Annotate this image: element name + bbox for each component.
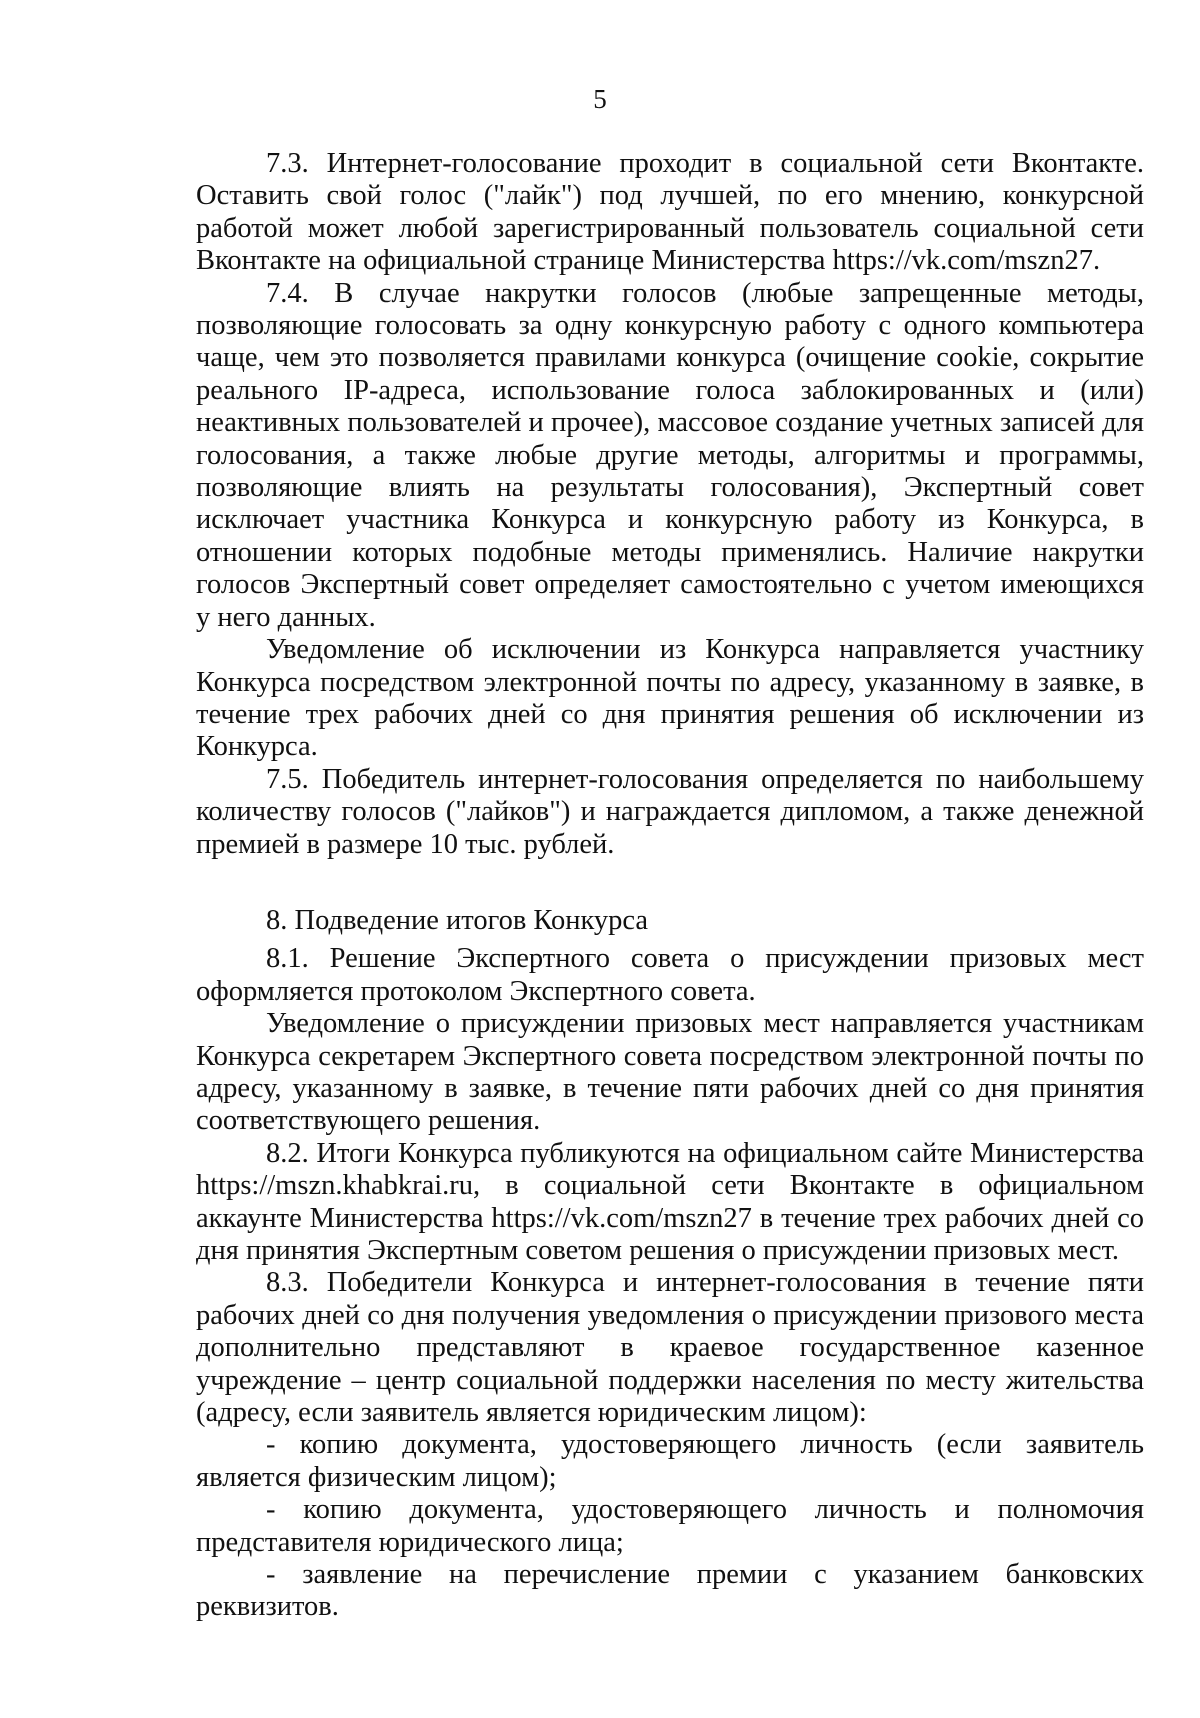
paragraph-7-5: 7.5. Победитель интернет-голосования определяется по наибольшему количеству голосов ("лайков") и награждается дипломом, а также денежной премией в размере 10 тыс. рублей.	[196, 763, 1144, 860]
page-number: 5	[593, 84, 607, 114]
list-item: - копию документа, удостоверяющего личность и полномочия представителя юридического лица;	[196, 1494, 1144, 1558]
section-heading: 8. Подведение итогов Конкурса	[266, 904, 649, 936]
document-body	[196, 148, 1144, 1624]
list-item: - копию документа, удостоверяющего личность (если заявитель является физическим лицом);	[196, 1429, 1144, 1493]
paragraph-8-3: 8.3. Победители Конкурса и интернет-голосования в течение пяти рабочих дней со дня получения уведомления о присуждении призового места дополнительно представляют в краевое государственное казенное учреждение – центр социальной поддержки населения по месту жительства (адресу, если заявитель является юридическим лицом):	[196, 1267, 1144, 1429]
paragraph-7-4: 7.4. В случае накрутки голосов (любые запрещенные методы, позволяющие голосовать за одну конкурсную работу с одного компьютера чаще, чем это позволяется правилами конкурса (очищение cookie, сокрытие реального IP-адреса, использование голоса заблокированных и (или) неактивных пользователей и прочее), массовое создание учетных записей для голосования, а также любые другие методы, алгоритмы и программы, позволяющие влиять на результаты голосования), Экспертный совет исключает участника Конкурса и конкурсную работу из Конкурса, в отношении которых подобные методы применялись. Наличие накрутки голосов Экспертный совет определяет самостоятельно с учетом имеющихся у него данных.	[196, 277, 1144, 633]
list-item: - заявление на перечисление премии с указанием банковских реквизитов.	[196, 1559, 1144, 1623]
paragraph-prize-notice: Уведомление о присуждении призовых мест направляется участникам Конкурса секретарем Экспертного совета посредством электронной почты по адресу, указанному в заявке, в течение пяти рабочих дней со дня принятия соответствующего решения.	[196, 1008, 1144, 1137]
paragraph-exclusion-notice: Уведомление об исключении из Конкурса направляется участнику Конкурса посредством электронной почты по адресу, указанному в заявке, в течение трех рабочих дней со дня принятия решения об исключении из Конкурса.	[196, 634, 1144, 763]
paragraph-8-1: 8.1. Решение Экспертного совета о присуждении призовых мест оформляется протоколом Экспертного совета.	[196, 943, 1144, 1007]
paragraph-8-2: 8.2. Итоги Конкурса публикуются на официальном сайте Министерства https://mszn.khabkrai.ru, в социальной сети Вконтакте в официальном аккаунте Министерства https://vk.com/mszn27 в течение трех рабочих дней со дня принятия Экспертным советом решения о присуждении призовых мест.	[196, 1137, 1144, 1266]
paragraph-7-3: 7.3. Интернет-голосование проходит в социальной сети Вконтакте. Оставить свой голос ("лайк") под лучшей, по его мнению, конкурсной работой может любой зарегистрированный пользователь социальной сети Вконтакте на официальной странице Министерства https://vk.com/mszn27.	[196, 148, 1144, 277]
